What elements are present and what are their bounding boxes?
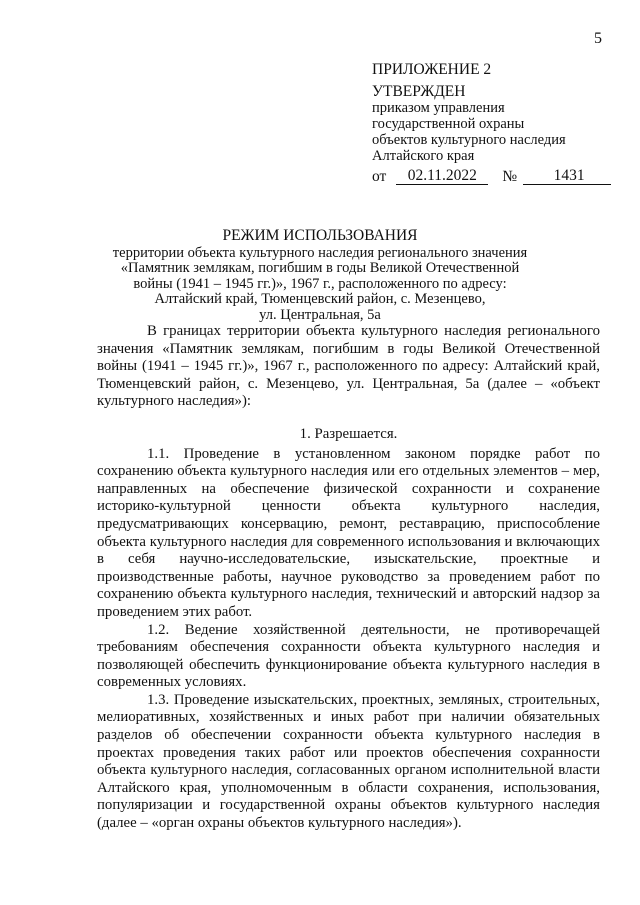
order-number-label: № <box>502 168 518 185</box>
subtitle-line: «Памятник землякам, погибшим в годы Великой Отечественной <box>120 260 520 277</box>
item-paragraph: 1.3. Проведение изыскательских, проектных, земляных, строительных, мелиоративных, хозяйственных и иных работ при наличии обязательных разделов об обеспечении сохранности объекта культурного наследия в проектах проведения таких работ или проектов обеспечения сохранности объекта культурного наследия, согласованных органом исполнительной власти Алтайского края, уполномоченным в области сохранения, использования, популяризации и государственной охраны объектов культурного наследия (далее – «орган охраны объектов культурного наследия»). <box>97 691 600 832</box>
subtitle-line: ул. Центральная, 5а <box>259 306 381 323</box>
order-line <box>372 168 612 185</box>
order-from-label: от <box>372 168 387 185</box>
subtitle-line: войны (1941 – 1945 гг.)», 1967 г., расположенного по адресу: <box>133 275 507 292</box>
item-paragraph: 1.2. Ведение хозяйственной деятельности, не противоречащей требованиям обеспечения сохранности объекта культурного наследия и позволяющей обеспечить функционирование объекта культурного наследия в современных условиях. <box>97 621 600 691</box>
appendix-label: ПРИЛОЖЕНИЕ 2 <box>372 61 492 78</box>
approval-block <box>372 62 612 185</box>
subtitle-line: территории объекта культурного наследия регионального значения <box>112 244 528 261</box>
approval-line: приказом управления <box>372 100 505 116</box>
order-number: 1431 <box>523 168 611 185</box>
approval-line: Алтайского края <box>372 148 475 164</box>
document-body <box>97 323 600 833</box>
item-paragraph: 1.1. Проведение в установленном законом порядке работ по сохранению объекта культурного наследия или его отдельных элементов – мер, направленных на обеспечение физической сохранности и сохранение историко-культурной ценности объекта культурного наследия, предусматривающих консервацию, ремонт, реставрацию, приспособление объекта культурного наследия для современного использования и включающих в себя научно-исследовательские, изыскательские, проектные и производственные работы, научное руководство за проведением работ по сохранению объекта культурного наследия, технический и авторский надзор за проведением этих работ. <box>97 445 600 620</box>
order-date: 02.11.2022 <box>396 168 488 185</box>
subtitle-line: Алтайский край, Тюменцевский район, с. Мезенцево, <box>154 291 486 308</box>
approval-line: объектов культурного наследия <box>372 132 566 148</box>
page-number: 5 <box>594 30 602 47</box>
intro-paragraph: В границах территории объекта культурного наследия регионального значения «Памятник землякам, погибшим в годы Великой Отечественной войны (1941 – 1945 гг.)», 1967 г., расположенного по адресу: Алтайский край, Тюменцевский район, с. Мезенцево, ул. Центральная, 5а (далее – «объект культурного наследия»): <box>97 323 600 410</box>
document-title: РЕЖИМ ИСПОЛЬЗОВАНИЯ <box>222 227 418 244</box>
approved-label: УТВЕРЖДЕН <box>372 83 466 100</box>
document-title-block <box>100 228 540 324</box>
section-heading: 1. Разрешается. <box>299 425 398 442</box>
approval-line: государственной охраны <box>372 116 525 132</box>
